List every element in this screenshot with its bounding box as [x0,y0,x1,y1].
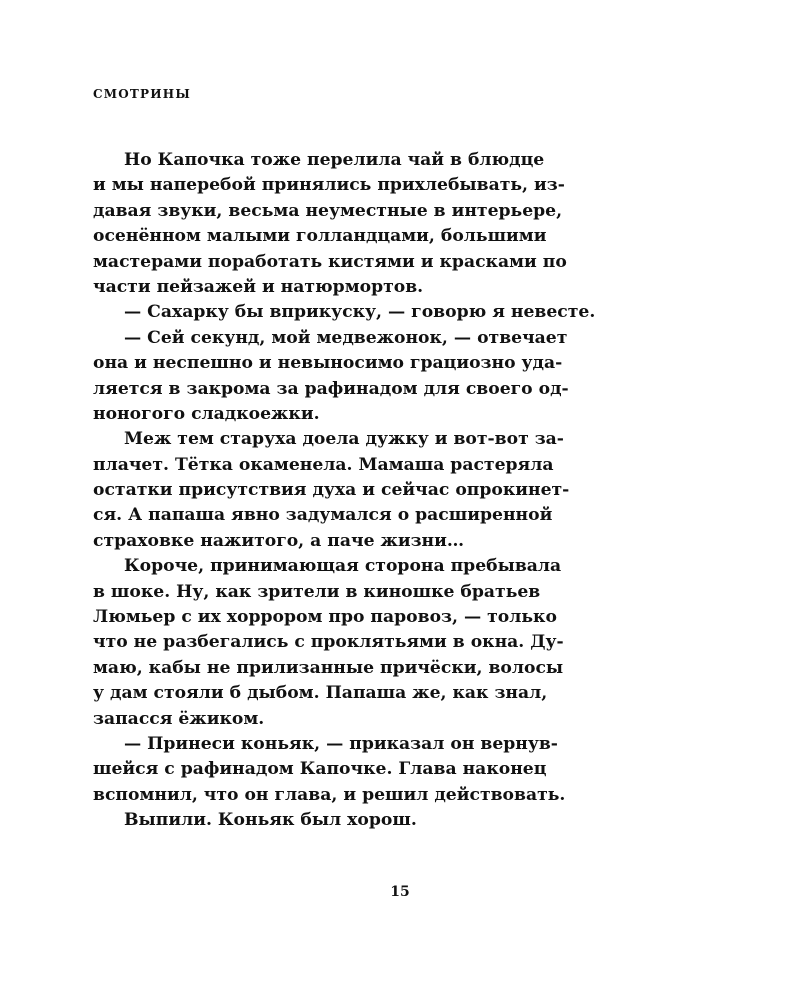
text-line: страховке нажитого, а паче жизни… [93,530,465,551]
text-line: Короче, принимающая сторона пребывала [124,556,562,577]
text-line: Люмьер с их хоррором про паровоз, — только [93,607,557,628]
text-line: мастерами поработать кистями и красками по [93,251,567,272]
text-line: маю, кабы не прилизанные причёски, волосы [93,657,564,678]
text-line: осенённом малыми голландцами, большими [93,226,547,247]
text-line: части пейзажей и натюрмортов. [93,276,424,297]
text-line: ноногого сладкоежки. [93,403,320,424]
page-number: 15 [390,884,410,900]
text-line: запасся ёжиком. [93,708,265,729]
text-line: в шоке. Ну, как зрители в киношке братьев [93,581,541,602]
body-text [93,148,658,834]
text-line: Выпили. Коньяк был хорош. [124,810,417,831]
text-line: вспомнил, что он глава, и решил действовать. [93,784,566,805]
text-line: — Сахарку бы вприкуску, — говорю я невесте. [124,302,596,323]
text-line: у дам стояли б дыбом. Папаша же, как знал, [93,683,548,704]
text-line: она и неспешно и невыносимо грациозно уда- [93,353,563,374]
text-line: ляется в закрома за рафинадом для своего од- [93,378,569,399]
text-line: Меж тем старуха доела дужку и вот-вот за- [124,429,564,450]
text-line: и мы наперебой принялись прихлебывать, из- [93,175,565,196]
text-line: шейся с рафинадом Капочке. Глава наконец [93,759,547,780]
text-line: — Принеси коньяк, — приказал он вернув- [124,733,558,754]
running-head: СМОТРИНЫ [93,87,191,101]
text-line: — Сей секунд, мой медвежонок, — отвечает [124,327,568,348]
text-line: Но Капочка тоже перелила чай в блюдце [124,150,545,170]
text-line: ся. А папаша явно задумался о расширенной [93,505,553,526]
text-line: остатки присутствия духа и сейчас опрокинет- [93,480,570,501]
text-line: что не разбегались с проклятьями в окна. Ду- [93,632,564,653]
text-line: плачет. Тётка окаменела. Мамаша растеряла [93,454,554,475]
text-line: давая звуки, весьма неуместные в интерьере, [93,200,563,221]
